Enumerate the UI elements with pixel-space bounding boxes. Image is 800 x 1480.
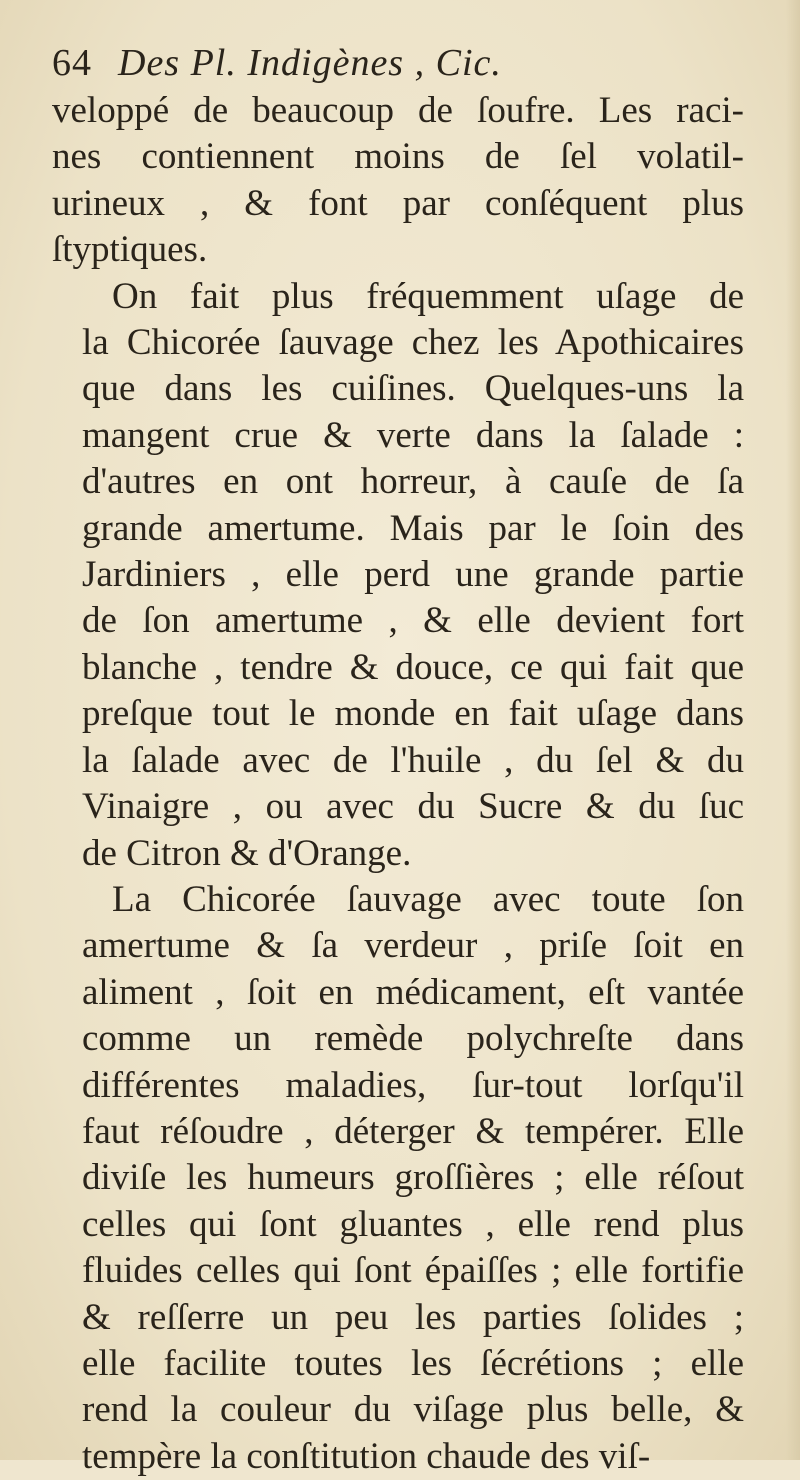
text-line: ſtyptiques. — [52, 229, 208, 271]
text-line: d'autres en ont horreur, à cauſe de ſa — [82, 461, 744, 503]
text-line: faut réſoudre , déterger & tempérer. Elle — [82, 1110, 744, 1152]
page-edge-shadow — [786, 0, 800, 1460]
text-line: celles qui ſont gluantes , elle rend plus — [82, 1203, 744, 1245]
text-line: tempère la conſtitution chaude des viſ- — [82, 1435, 651, 1477]
text-line: fluides celles qui ſont épaiſſes ; elle fortifie — [82, 1250, 744, 1292]
paragraph-2 — [52, 274, 744, 877]
text-line: la Chicorée ſauvage chez les Apothicaires — [82, 322, 744, 364]
text-line: amertume & ſa verdeur , priſe ſoit en — [82, 925, 744, 967]
text-line: diviſe les humeurs groſſières ; elle réſout — [82, 1157, 744, 1199]
text-line: elle facilite toutes les ſécrétions ; elle — [82, 1342, 744, 1384]
text-line: comme un remède polychreſte dans — [82, 1018, 744, 1060]
text-line: de Citron & d'Orange. — [82, 832, 412, 874]
text-line: Jardiniers , elle perd une grande partie — [82, 554, 744, 596]
text-line: On fait plus fréquemment uſage de — [112, 275, 744, 317]
text-line: rend la couleur du viſage plus belle, & — [82, 1389, 744, 1431]
paragraph-3 — [52, 877, 744, 1480]
running-title: Des Pl. Indigènes , Cic. — [118, 42, 502, 84]
page-number: 64 — [52, 42, 92, 84]
text-line: blanche , tendre & douce, ce qui fait que — [82, 646, 744, 688]
text-line: urineux , & font par conſéquent plus — [52, 182, 744, 224]
text-line: différentes maladies, ſur-tout lorſqu'il — [82, 1064, 744, 1106]
paragraph-1 — [52, 88, 744, 274]
text-line: mangent crue & verte dans la ſalade : — [82, 414, 744, 456]
body-text — [52, 88, 744, 1480]
text-line: la ſalade avec de l'huile , du ſel & du — [82, 739, 744, 781]
text-line: preſque tout le monde en fait uſage dans — [82, 693, 744, 735]
text-line: nes contiennent moins de ſel volatil- — [52, 136, 744, 178]
running-header — [52, 40, 752, 86]
text-line: veloppé de beaucoup de ſoufre. Les raci- — [52, 90, 744, 131]
text-line: & reſſerre un peu les parties ſolides ; — [82, 1296, 744, 1338]
text-line: aliment , ſoit en médicament, eſt vantée — [82, 971, 744, 1013]
text-line: de ſon amertume , & elle devient fort — [82, 600, 744, 642]
text-line: Vinaigre , ou avec du Sucre & du ſuc — [82, 786, 744, 828]
text-line: La Chicorée ſauvage avec toute ſon — [112, 878, 744, 920]
text-line: grande amertume. Mais par le ſoin des — [82, 507, 744, 549]
text-line: que dans les cuiſines. Quelques-uns la — [82, 368, 744, 410]
